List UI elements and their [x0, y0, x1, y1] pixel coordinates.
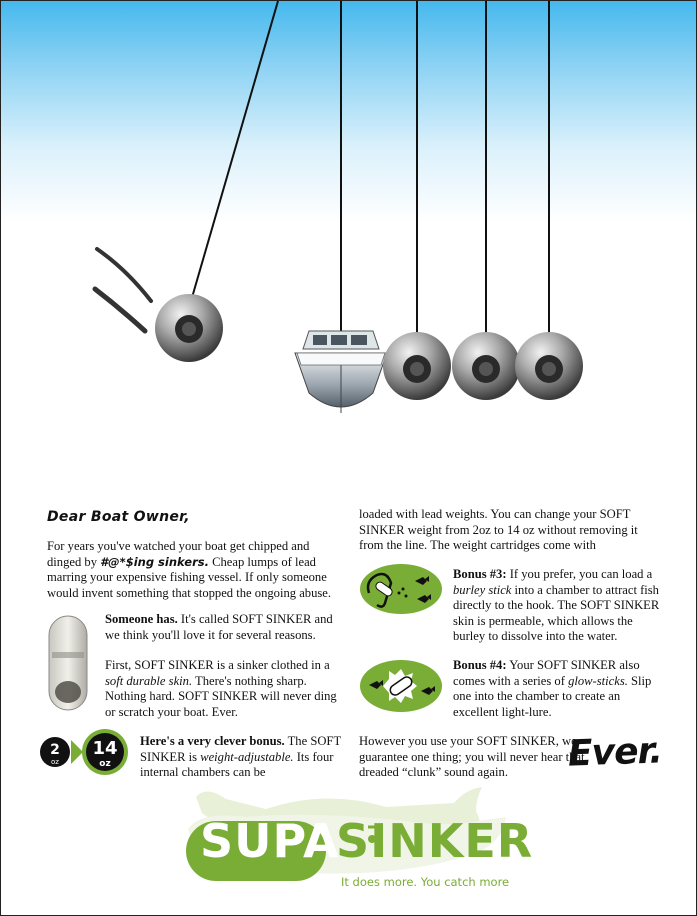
logo-word-sinker: SINKER — [336, 814, 534, 868]
motion-line-2 — [95, 289, 145, 331]
weight-max-unit: oz — [99, 759, 111, 769]
newtons-cradle-illustration — [1, 1, 697, 481]
continued-paragraph: loaded with lead weights. You can change your SOFT SINKER weight from 2oz to 14 oz without removing it from the line. The weight cartridges come with — [359, 507, 638, 553]
motion-line-1 — [97, 249, 151, 301]
sinker-ball-2 — [383, 332, 451, 400]
first-paragraph: First, SOFT SINKER is a sinker clothed in a soft durable skin. There's nothing sharp. Nothing hard. SOFT SINKER will never ding or scratch your boat. Ever. — [105, 658, 337, 719]
closing-paragraph: However you use your SOFT SINKER, we guarantee one thing; you will never hear that dreaded “clunk” sound again. — [359, 734, 585, 780]
intro-paragraph: For years you've watched your boat get chipped and dinged by #@*$ing sinkers. Cheap lumps of lead marring your expensive fishing vessel. If only someone would invent something that stopped the ongoing abuse. — [47, 539, 332, 600]
sinker-ball-4 — [515, 332, 583, 400]
clever-bonus-paragraph: Here's a very clever bonus. The SOFT SINKER is weight-adjustable. Its four internal chambers can be — [140, 734, 341, 780]
soft-sinker-product-icon — [43, 614, 93, 712]
slang-sinkers: #@*$ing sinkers. — [100, 554, 209, 569]
supa-sinker-logo — [186, 781, 534, 901]
boat-illustration — [295, 331, 387, 413]
logo-tagline: It does more. You catch more — [341, 875, 510, 889]
sinker-ball-swinging — [155, 294, 223, 362]
sinker-ball-3 — [452, 332, 520, 400]
ever-signature: Ever. — [567, 730, 663, 775]
burley-stick-icon — [359, 563, 443, 615]
bonus3-paragraph: Bonus #3: If you prefer, you can load a burley stick into a chamber to attract fish directly to the hook. The SOFT SINKER skin is permeable, which allows the burley to dissolve into the water. — [453, 567, 660, 644]
someone-paragraph: Someone has. It's called SOFT SINKER and we think you'll love it for several reasons. — [105, 612, 333, 642]
bonus4-paragraph: Bonus #4: Your SOFT SINKER also comes with a series of glow-sticks. Slip one into the chamber to create an excellent light-lure. — [453, 658, 652, 719]
weight-range-badge — [39, 726, 131, 778]
string-swinging — [191, 1, 278, 301]
weight-max: 14 — [92, 738, 118, 759]
logo-word-supa: SUPA — [200, 814, 340, 868]
glow-stick-icon — [359, 659, 443, 713]
weight-min: 2 — [50, 742, 60, 758]
weight-min-unit: oz — [51, 758, 59, 766]
greeting: Dear Boat Owner, — [47, 509, 190, 525]
